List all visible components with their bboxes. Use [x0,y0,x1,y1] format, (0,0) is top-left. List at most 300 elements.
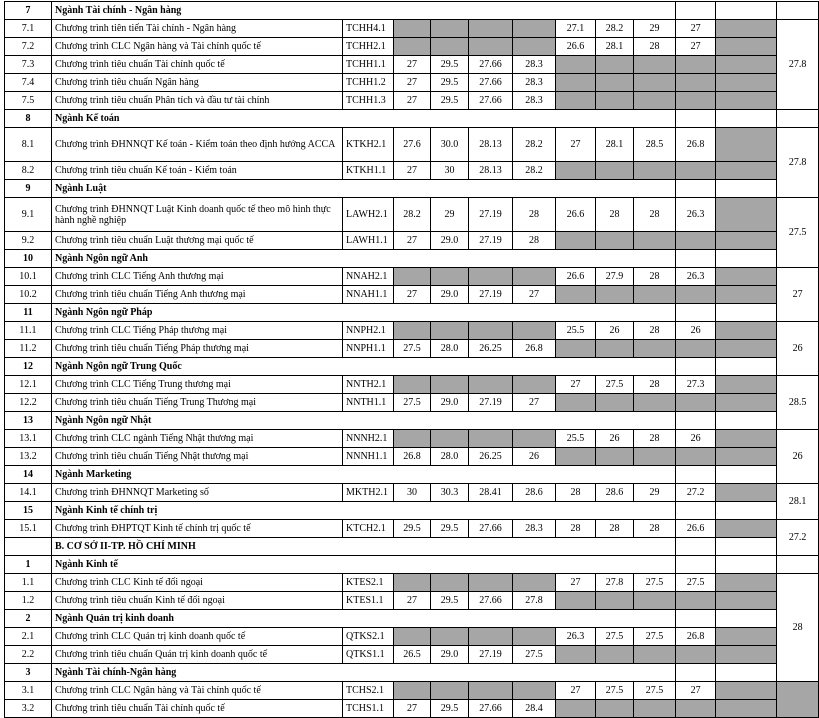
program-name: Chương trình CLC Tiếng Pháp thương mại [52,322,343,340]
category-row [5,110,819,128]
score-cell: 27.9 [596,268,634,286]
program-code: KTKH2.1 [343,128,394,162]
section-title: B. CƠ SỞ II-TP. HỒ CHÍ MINH [52,538,676,556]
score-cell: 26.6 [556,38,596,56]
program-code: NNAH2.1 [343,268,394,286]
category-row [5,250,819,268]
score-cell: 27.66 [469,74,513,92]
row-index: 1.2 [5,592,52,610]
empty-cell [716,646,777,664]
admission-score-table [4,1,819,718]
program-name: Chương trình tiêu chuẩn Tiếng Nhật thương mại [52,448,343,466]
score-cell [556,646,596,664]
score-cell: 29.5 [431,700,469,718]
score-cell [394,574,431,592]
row-index: 12 [5,358,52,376]
score-cell [556,394,596,412]
row-index: 12.1 [5,376,52,394]
score-cell: 27.5 [596,628,634,646]
row-index: 9 [5,180,52,198]
merged-score: 27.8 [777,20,819,110]
score-cell [469,268,513,286]
merged-score: 28.1 [777,484,819,520]
score-cell: 27 [513,286,556,304]
score-cell [394,628,431,646]
score-cell: 27.19 [469,232,513,250]
score-cell: 30 [431,162,469,180]
program-row [5,682,819,700]
program-row [5,162,819,180]
score-cell [556,92,596,110]
program-code: KTCH2.1 [343,520,394,538]
score-cell [676,92,716,110]
program-code: NNPH2.1 [343,322,394,340]
empty-cell [716,412,777,430]
score-cell: 27.5 [596,376,634,394]
program-code: NNPH1.1 [343,340,394,358]
category-title: Ngành Tài chính-Ngân hàng [52,664,676,682]
score-cell: 27.66 [469,700,513,718]
score-cell [394,322,431,340]
merged-score: 27.8 [777,128,819,198]
score-cell [596,592,634,610]
score-cell [431,574,469,592]
row-index: 7.4 [5,74,52,92]
category-title: Ngành Luật [52,180,676,198]
score-cell: 27 [556,128,596,162]
empty-cell [716,448,777,466]
score-cell: 29 [634,484,676,502]
score-cell [513,628,556,646]
score-cell: 27.66 [469,592,513,610]
empty-cell [716,430,777,448]
row-index: 13.1 [5,430,52,448]
score-cell: 28.2 [513,162,556,180]
program-name: Chương trình tiêu chuẩn Tiếng Trung Thương mại [52,394,343,412]
program-code: TCHS1.1 [343,700,394,718]
score-cell [634,92,676,110]
score-cell [596,286,634,304]
score-cell [596,646,634,664]
score-cell [556,56,596,74]
score-cell [469,322,513,340]
program-name: Chương trình tiêu chuẩn Tài chính quốc tế [52,700,343,718]
score-cell [556,592,596,610]
merged-score: 27.5 [777,198,819,268]
row-index: 11.2 [5,340,52,358]
program-code: NNAH1.1 [343,286,394,304]
program-row [5,56,819,74]
program-code: TCHS2.1 [343,682,394,700]
score-cell: 28.1 [596,128,634,162]
category-row [5,610,819,628]
score-cell [556,286,596,304]
score-cell [596,232,634,250]
score-cell: 28 [556,484,596,502]
program-row [5,268,819,286]
empty-cell [676,538,716,556]
score-cell [513,430,556,448]
program-row [5,394,819,412]
score-cell [676,286,716,304]
program-code: KTKH1.1 [343,162,394,180]
merged-score: 26 [777,430,819,484]
program-code: TCHH1.3 [343,92,394,110]
row-index: 7.5 [5,92,52,110]
score-cell: 28 [634,430,676,448]
score-cell: 26.6 [556,198,596,232]
score-cell [596,448,634,466]
score-cell: 26.8 [676,128,716,162]
empty-cell [716,628,777,646]
score-cell: 29.0 [431,394,469,412]
score-cell: 27 [556,574,596,592]
empty-cell [676,556,716,574]
program-name: Chương trình CLC Quản trị kinh doanh quốc tế [52,628,343,646]
row-index: 7.1 [5,20,52,38]
score-cell: 26 [676,322,716,340]
empty-cell [716,376,777,394]
row-index: 1 [5,556,52,574]
category-row [5,466,819,484]
score-cell: 27.5 [634,574,676,592]
program-name: Chương trình CLC Kinh tế đối ngoại [52,574,343,592]
empty-cell [716,394,777,412]
row-index: 7 [5,2,52,20]
empty-cell [716,286,777,304]
row-index: 3 [5,664,52,682]
score-cell [634,592,676,610]
score-cell: 27.6 [394,128,431,162]
program-row [5,92,819,110]
program-name: Chương trình CLC Ngân hàng và Tài chính quốc tế [52,38,343,56]
score-cell [394,268,431,286]
row-index: 10.1 [5,268,52,286]
empty-cell [716,502,777,520]
score-cell [634,74,676,92]
score-cell: 25.5 [556,430,596,448]
score-cell [556,448,596,466]
empty-cell [716,268,777,286]
score-cell [431,322,469,340]
score-cell [634,448,676,466]
empty-cell [716,20,777,38]
score-cell [469,376,513,394]
score-cell: 26.8 [513,340,556,358]
score-cell [596,56,634,74]
empty-cell [716,74,777,92]
score-cell: 27.5 [634,682,676,700]
program-name: Chương trình tiên tiến Tài chính - Ngân hàng [52,20,343,38]
program-name: Chương trình ĐHNNQT Luật Kinh doanh quốc tế theo mô hình thực hành nghề nghiệp [52,198,343,232]
program-code: NNTH1.1 [343,394,394,412]
empty-cell [676,502,716,520]
empty-cell [676,180,716,198]
score-cell [556,340,596,358]
score-cell [634,286,676,304]
empty-cell [716,322,777,340]
score-cell: 26.6 [556,268,596,286]
score-cell [556,74,596,92]
score-cell: 27 [676,38,716,56]
program-row [5,20,819,38]
score-cell: 26 [596,430,634,448]
program-row [5,646,819,664]
score-cell [431,430,469,448]
empty-cell [777,2,819,20]
program-name: Chương trình tiêu chuẩn Tiếng Pháp thương mại [52,340,343,358]
program-row [5,128,819,162]
score-cell: 28 [634,268,676,286]
score-cell: 28.5 [634,128,676,162]
program-row [5,376,819,394]
row-index: 8.2 [5,162,52,180]
row-index: 14.1 [5,484,52,502]
empty-cell [676,358,716,376]
row-index: 14 [5,466,52,484]
program-name: Chương trình CLC Tiếng Anh thương mại [52,268,343,286]
row-index: 3.1 [5,682,52,700]
score-cell: 28.3 [513,520,556,538]
empty-cell [716,56,777,74]
empty-cell [716,358,777,376]
score-cell [596,700,634,718]
score-cell [676,162,716,180]
score-cell [676,700,716,718]
score-cell: 27.5 [676,574,716,592]
score-cell: 26.3 [676,268,716,286]
score-cell: 26.3 [556,628,596,646]
score-cell: 27.66 [469,92,513,110]
score-cell: 27.5 [394,340,431,358]
category-title: Ngành Quản trị kinh doanh [52,610,676,628]
category-row [5,180,819,198]
category-title: Ngành Tài chính - Ngân hàng [52,2,676,20]
program-name: Chương trình tiêu chuẩn Ngân hàng [52,74,343,92]
score-cell [596,74,634,92]
score-cell: 27 [676,682,716,700]
score-cell: 26.25 [469,340,513,358]
empty-cell [716,162,777,180]
score-cell: 28.3 [513,56,556,74]
score-cell: 27.3 [676,376,716,394]
score-cell [676,448,716,466]
empty-cell [676,664,716,682]
score-cell: 25.5 [556,322,596,340]
score-cell [394,20,431,38]
row-index: 10.2 [5,286,52,304]
score-cell [676,592,716,610]
score-cell [634,646,676,664]
row-index: 2.1 [5,628,52,646]
row-index: 13.2 [5,448,52,466]
score-cell: 28.2 [513,128,556,162]
score-cell: 28 [596,198,634,232]
score-cell [431,628,469,646]
score-cell [469,430,513,448]
score-cell: 26.8 [676,628,716,646]
score-cell [676,232,716,250]
program-name: Chương trình tiêu chuẩn Phân tích và đầu tư tài chính [52,92,343,110]
score-cell [596,394,634,412]
program-row [5,628,819,646]
empty-cell [777,110,819,128]
empty-cell [716,232,777,250]
program-code: LAWH1.1 [343,232,394,250]
empty-cell [716,538,777,556]
empty-cell [716,180,777,198]
row-index [5,538,52,556]
program-code: KTES1.1 [343,592,394,610]
program-name: Chương trình tiêu chuẩn Kinh tế đối ngoại [52,592,343,610]
merged-score [777,682,819,718]
score-cell [513,682,556,700]
program-name: Chương trình ĐHPTQT Kinh tế chính trị quốc tế [52,520,343,538]
score-cell [556,700,596,718]
row-index: 10 [5,250,52,268]
score-cell: 27.5 [596,682,634,700]
score-cell: 30.3 [431,484,469,502]
program-row [5,448,819,466]
category-row [5,556,819,574]
score-cell [634,340,676,358]
row-index: 7.3 [5,56,52,74]
program-code: NNTH2.1 [343,376,394,394]
score-cell [513,376,556,394]
score-cell: 27 [394,92,431,110]
empty-cell [676,2,716,20]
program-row [5,340,819,358]
score-cell: 28 [513,198,556,232]
row-index: 1.1 [5,574,52,592]
empty-cell [716,110,777,128]
score-cell: 29 [431,198,469,232]
score-cell: 27.2 [676,484,716,502]
program-row [5,574,819,592]
merged-score: 28 [777,574,819,682]
score-cell [469,38,513,56]
score-cell: 27.8 [596,574,634,592]
category-title: Ngành Marketing [52,466,676,484]
empty-cell [716,520,777,538]
score-cell [431,20,469,38]
empty-cell [716,592,777,610]
category-row [5,358,819,376]
score-cell: 27.19 [469,198,513,232]
category-title: Ngành Ngôn ngữ Anh [52,250,676,268]
empty-cell [716,2,777,20]
row-index: 8 [5,110,52,128]
score-cell [634,56,676,74]
program-code: MKTH2.1 [343,484,394,502]
row-index: 9.2 [5,232,52,250]
score-cell [431,682,469,700]
score-cell: 27 [394,286,431,304]
score-cell: 27.5 [513,646,556,664]
score-cell: 28.2 [596,20,634,38]
program-row [5,484,819,502]
score-cell [394,38,431,56]
category-title: Ngành Kinh tế [52,556,676,574]
program-name: Chương trình tiêu chuẩn Quản trị kinh doanh quốc tế [52,646,343,664]
score-cell [394,682,431,700]
score-cell: 29 [634,20,676,38]
row-index: 15.1 [5,520,52,538]
score-cell [634,394,676,412]
program-name: Chương trình tiêu chuẩn Tiếng Anh thương mại [52,286,343,304]
program-name: Chương trình CLC ngành Tiếng Nhật thương mại [52,430,343,448]
program-code: TCHH1.2 [343,74,394,92]
section-row [5,538,819,556]
score-cell [469,20,513,38]
program-name: Chương trình ĐHNNQT Kế toán - Kiểm toán theo định hướng ACCA [52,128,343,162]
score-cell: 28 [634,38,676,56]
program-row [5,430,819,448]
score-cell [634,700,676,718]
score-cell: 27 [394,162,431,180]
program-name: Chương trình tiêu chuẩn Tài chính quốc tế [52,56,343,74]
row-index: 13 [5,412,52,430]
score-cell: 30 [394,484,431,502]
score-cell [596,340,634,358]
score-cell [431,268,469,286]
score-cell [596,92,634,110]
program-row [5,232,819,250]
score-cell: 29.5 [394,520,431,538]
empty-cell [777,556,819,574]
score-cell [394,430,431,448]
score-cell [596,162,634,180]
score-cell: 27.19 [469,286,513,304]
row-index: 11.1 [5,322,52,340]
program-row [5,38,819,56]
score-cell [513,20,556,38]
score-cell: 26.6 [676,520,716,538]
score-cell: 28.6 [596,484,634,502]
score-cell: 27 [394,232,431,250]
empty-cell [716,128,777,162]
score-cell: 27.19 [469,646,513,664]
score-cell: 28.1 [596,38,634,56]
empty-cell [716,574,777,592]
program-code: TCHH2.1 [343,38,394,56]
program-name: Chương trình tiêu chuẩn Kế toán - Kiểm toán [52,162,343,180]
category-title: Ngành Kinh tế chính trị [52,502,676,520]
merged-score: 28.5 [777,376,819,430]
score-cell: 26.8 [394,448,431,466]
score-cell [676,340,716,358]
empty-cell [716,682,777,700]
score-cell: 27.19 [469,394,513,412]
program-row [5,74,819,92]
program-code: KTES2.1 [343,574,394,592]
category-row [5,502,819,520]
empty-cell [716,556,777,574]
score-cell: 28 [634,520,676,538]
score-cell [513,574,556,592]
score-cell: 29.0 [431,646,469,664]
score-cell: 26 [513,448,556,466]
score-cell: 27.66 [469,520,513,538]
score-cell: 28.6 [513,484,556,502]
score-cell [469,628,513,646]
score-cell: 26.25 [469,448,513,466]
merged-score: 27 [777,268,819,322]
score-cell: 27.5 [634,628,676,646]
score-cell [676,56,716,74]
category-row [5,664,819,682]
row-index: 7.2 [5,38,52,56]
